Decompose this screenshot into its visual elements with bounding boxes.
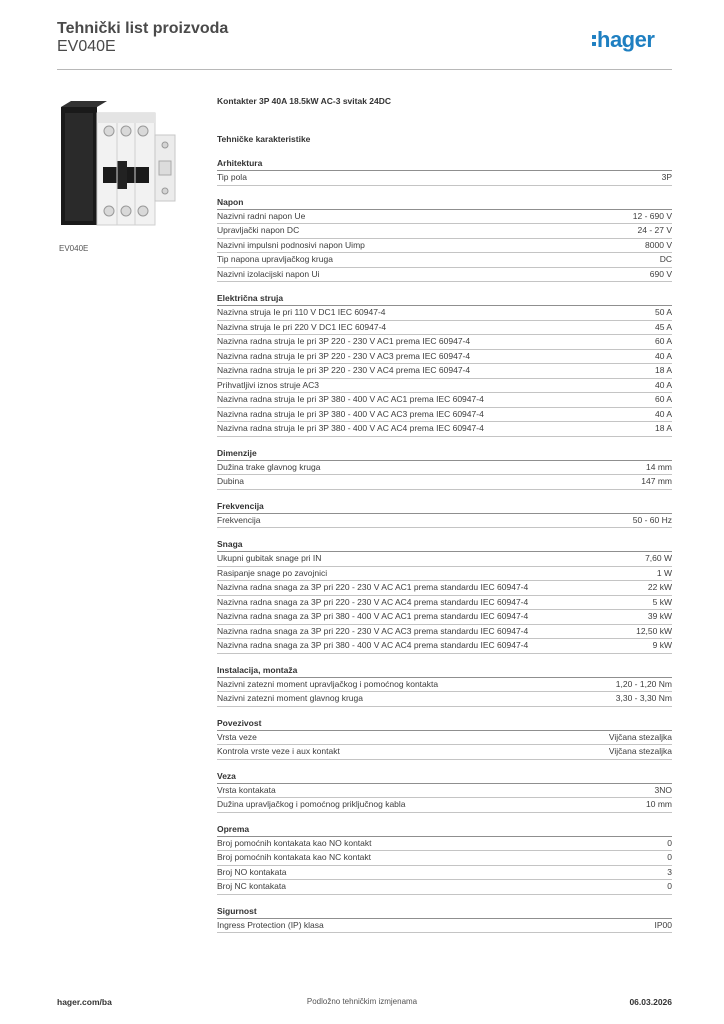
spec-value: 18 A (654, 423, 672, 433)
spec-value: 22 kW (647, 582, 672, 592)
spec-section (217, 664, 672, 707)
spec-row (217, 306, 672, 321)
spec-label: Ingress Protection (IP) klasa (217, 919, 324, 930)
spec-label: Broj NC kontakata (217, 881, 286, 891)
spec-row (217, 335, 672, 350)
spec-label: Nazivna radna struja Ie pri 3P 380 - 400 V AC AC4 prema IEC 60947-4 (217, 423, 484, 433)
spec-value: 50 - 60 Hz (632, 514, 672, 525)
spec-row (217, 745, 672, 760)
spec-row (217, 321, 672, 336)
spec-value: 60 A (654, 394, 672, 404)
spec-row (217, 210, 672, 225)
section-title: Instalacija, montaža (217, 664, 672, 678)
spec-row (217, 239, 672, 254)
section-title: Frekvencija (217, 500, 672, 514)
spec-value: IP00 (654, 919, 672, 930)
section-title: Oprema (217, 823, 672, 837)
spec-value: 40 A (654, 350, 672, 361)
spec-label: Nazivni izolacijski napon Ui (217, 268, 320, 279)
footer-note: Podložno tehničkim izmjenama (306, 997, 418, 1006)
spec-label: Broj pomoćnih kontakata kao NO kontakt (217, 837, 372, 848)
section-title: Električna struja (217, 292, 672, 306)
header-divider (57, 69, 672, 70)
technical-characteristics-heading: Tehničke karakteristike (217, 134, 311, 144)
spec-row (217, 880, 672, 895)
spec-value: 1 W (656, 567, 672, 578)
spec-row (217, 393, 672, 408)
hager-logo (592, 26, 676, 56)
spec-row (217, 253, 672, 268)
product-photo (59, 99, 177, 231)
spec-value: DC (659, 254, 672, 264)
spec-row (217, 379, 672, 394)
spec-value: 45 A (654, 321, 672, 332)
spec-row (217, 552, 672, 567)
product-code: EV040E (57, 38, 116, 55)
spec-value: 8000 V (645, 239, 672, 250)
section-title: Sigurnost (217, 905, 672, 919)
spec-value: Vijčana stezaljka (608, 731, 672, 742)
spec-label: Nazivna radna struja Ie pri 3P 220 - 230 V AC4 prema IEC 60947-4 (217, 365, 471, 375)
spec-value: 18 A (654, 365, 672, 375)
spec-value: 0 (667, 881, 672, 891)
spec-row (217, 851, 672, 866)
spec-section (217, 905, 672, 934)
spec-row (217, 408, 672, 423)
spec-label: Nazivna radna struja Ie pri 3P 220 - 230 V AC1 prema IEC 60947-4 (217, 336, 471, 346)
spec-label: Broj pomoćnih kontakata kao NC kontakt (217, 852, 372, 862)
spec-row (217, 422, 672, 437)
spec-section (217, 538, 672, 654)
svg-text:hager: hager (597, 27, 655, 52)
spec-section (217, 500, 672, 529)
spec-label: Nazivni zatezni moment upravljačkog i pomoćnog kontakta (217, 678, 439, 689)
spec-row (217, 514, 672, 529)
spec-value: 12,50 kW (636, 625, 672, 636)
spec-label: Nazivna radna struja Ie pri 3P 380 - 400 V AC AC3 prema IEC 60947-4 (217, 408, 484, 419)
spec-row (217, 678, 672, 693)
spec-row (217, 567, 672, 582)
spec-value: 39 kW (647, 611, 672, 621)
spec-row (217, 268, 672, 283)
spec-sections (217, 157, 672, 933)
spec-label: Nazivna radna struja Ie pri 3P 380 - 400 V AC AC1 prema IEC 60947-4 (217, 394, 484, 404)
spec-value: 10 mm (646, 799, 672, 809)
section-title: Arhitektura (217, 157, 672, 171)
spec-row (217, 692, 672, 707)
spec-row (217, 625, 672, 640)
spec-row (217, 784, 672, 799)
spec-value: 14 mm (646, 461, 672, 472)
spec-value: 147 mm (641, 476, 672, 486)
spec-row (217, 596, 672, 611)
spec-value: 690 V (649, 268, 672, 279)
spec-value: 24 - 27 V (637, 225, 672, 235)
document-title: Tehnički list proizvoda (57, 20, 229, 37)
spec-label: Prihvatljivi iznos struje AC3 (217, 379, 320, 390)
spec-value: 3P (661, 172, 672, 182)
spec-row (217, 461, 672, 476)
spec-label: Ukupni gubitak snage pri IN (217, 553, 322, 563)
spec-label: Nazivna radna snaga za 3P pri 380 - 400 V AC AC1 prema standardu IEC 60947-4 (217, 611, 529, 621)
spec-section (217, 196, 672, 283)
spec-row (217, 837, 672, 852)
spec-label: Frekvencija (217, 514, 261, 525)
spec-label: Dužina upravljačkog i pomoćnog priključnog kabla (217, 799, 406, 809)
spec-value: 3NO (654, 784, 672, 795)
spec-row (217, 919, 672, 934)
spec-section (217, 823, 672, 895)
spec-row (217, 171, 672, 186)
spec-section (217, 717, 672, 760)
spec-label: Broj NO kontakata (217, 866, 287, 877)
spec-label: Nazivni zatezni moment glavnog kruga (217, 693, 363, 703)
product-name: Kontakter 3P 40A 18.5kW AC-3 svitak 24DC (217, 96, 392, 106)
section-title: Snaga (217, 538, 672, 552)
spec-value: Vijčana stezaljka (608, 746, 672, 756)
spec-value: 12 - 690 V (632, 210, 672, 221)
spec-section (217, 447, 672, 490)
spec-row (217, 350, 672, 365)
spec-value: 1,20 - 1,20 Nm (615, 678, 672, 689)
spec-label: Nazivni impulsni podnosivi napon Uimp (217, 239, 365, 250)
photo-caption: EV040E (59, 244, 89, 253)
spec-label: Tip napona upravljačkog kruga (217, 254, 333, 264)
spec-value: 40 A (654, 408, 672, 419)
spec-row (217, 731, 672, 746)
spec-value: 3,30 - 3,30 Nm (615, 693, 672, 703)
spec-row (217, 224, 672, 239)
spec-value: 40 A (654, 379, 672, 390)
spec-label: Nazivna radna snaga za 3P pri 220 - 230 V AC AC1 prema standardu IEC 60947-4 (217, 582, 529, 592)
section-title: Napon (217, 196, 672, 210)
spec-value: 9 kW (652, 640, 672, 650)
spec-label: Vrsta kontakata (217, 784, 276, 795)
footer-date: 06.03.2026 (629, 997, 672, 1007)
spec-row (217, 866, 672, 881)
section-title: Povezivost (217, 717, 672, 731)
spec-section (217, 292, 672, 437)
spec-row (217, 798, 672, 813)
spec-value: 0 (667, 852, 672, 862)
spec-label: Nazivna radna snaga za 3P pri 220 - 230 V AC AC4 prema standardu IEC 60947-4 (217, 596, 529, 607)
spec-content (217, 95, 672, 943)
section-title: Veza (217, 770, 672, 784)
spec-value: 5 kW (652, 596, 672, 607)
spec-row (217, 610, 672, 625)
spec-row (217, 639, 672, 654)
spec-label: Nazivna struja Ie pri 220 V DC1 IEC 60947-4 (217, 321, 387, 332)
spec-label: Kontrola vrste veze i aux kontakt (217, 746, 340, 756)
spec-row (217, 364, 672, 379)
spec-label: Nazivna radna snaga za 3P pri 220 - 230 V AC AC3 prema standardu IEC 60947-4 (217, 625, 529, 636)
spec-label: Nazivna struja Ie pri 110 V DC1 IEC 60947-4 (217, 307, 386, 317)
spec-row (217, 581, 672, 596)
spec-label: Vrsta veze (217, 731, 257, 742)
spec-label: Nazivna radna snaga za 3P pri 380 - 400 V AC AC4 prema standardu IEC 60947-4 (217, 640, 529, 650)
spec-label: Dubina (217, 476, 244, 486)
spec-value: 60 A (654, 336, 672, 346)
section-title: Dimenzije (217, 447, 672, 461)
spec-value: 3 (667, 866, 672, 877)
spec-section (217, 770, 672, 813)
spec-label: Nazivni radni napon Ue (217, 210, 306, 221)
spec-value: 50 A (654, 307, 672, 317)
spec-label: Tip pola (217, 172, 247, 182)
spec-value: 7,60 W (645, 553, 672, 563)
spec-value: 0 (667, 837, 672, 848)
spec-row (217, 475, 672, 490)
spec-label: Rasipanje snage po zavojnici (217, 567, 328, 578)
footer-website[interactable]: hager.com/ba (57, 997, 112, 1007)
spec-label: Upravljački napon DC (217, 225, 300, 235)
spec-section (217, 157, 672, 186)
spec-label: Nazivna radna struja Ie pri 3P 220 - 230 V AC3 prema IEC 60947-4 (217, 350, 471, 361)
spec-label: Dužina trake glavnog kruga (217, 461, 321, 472)
